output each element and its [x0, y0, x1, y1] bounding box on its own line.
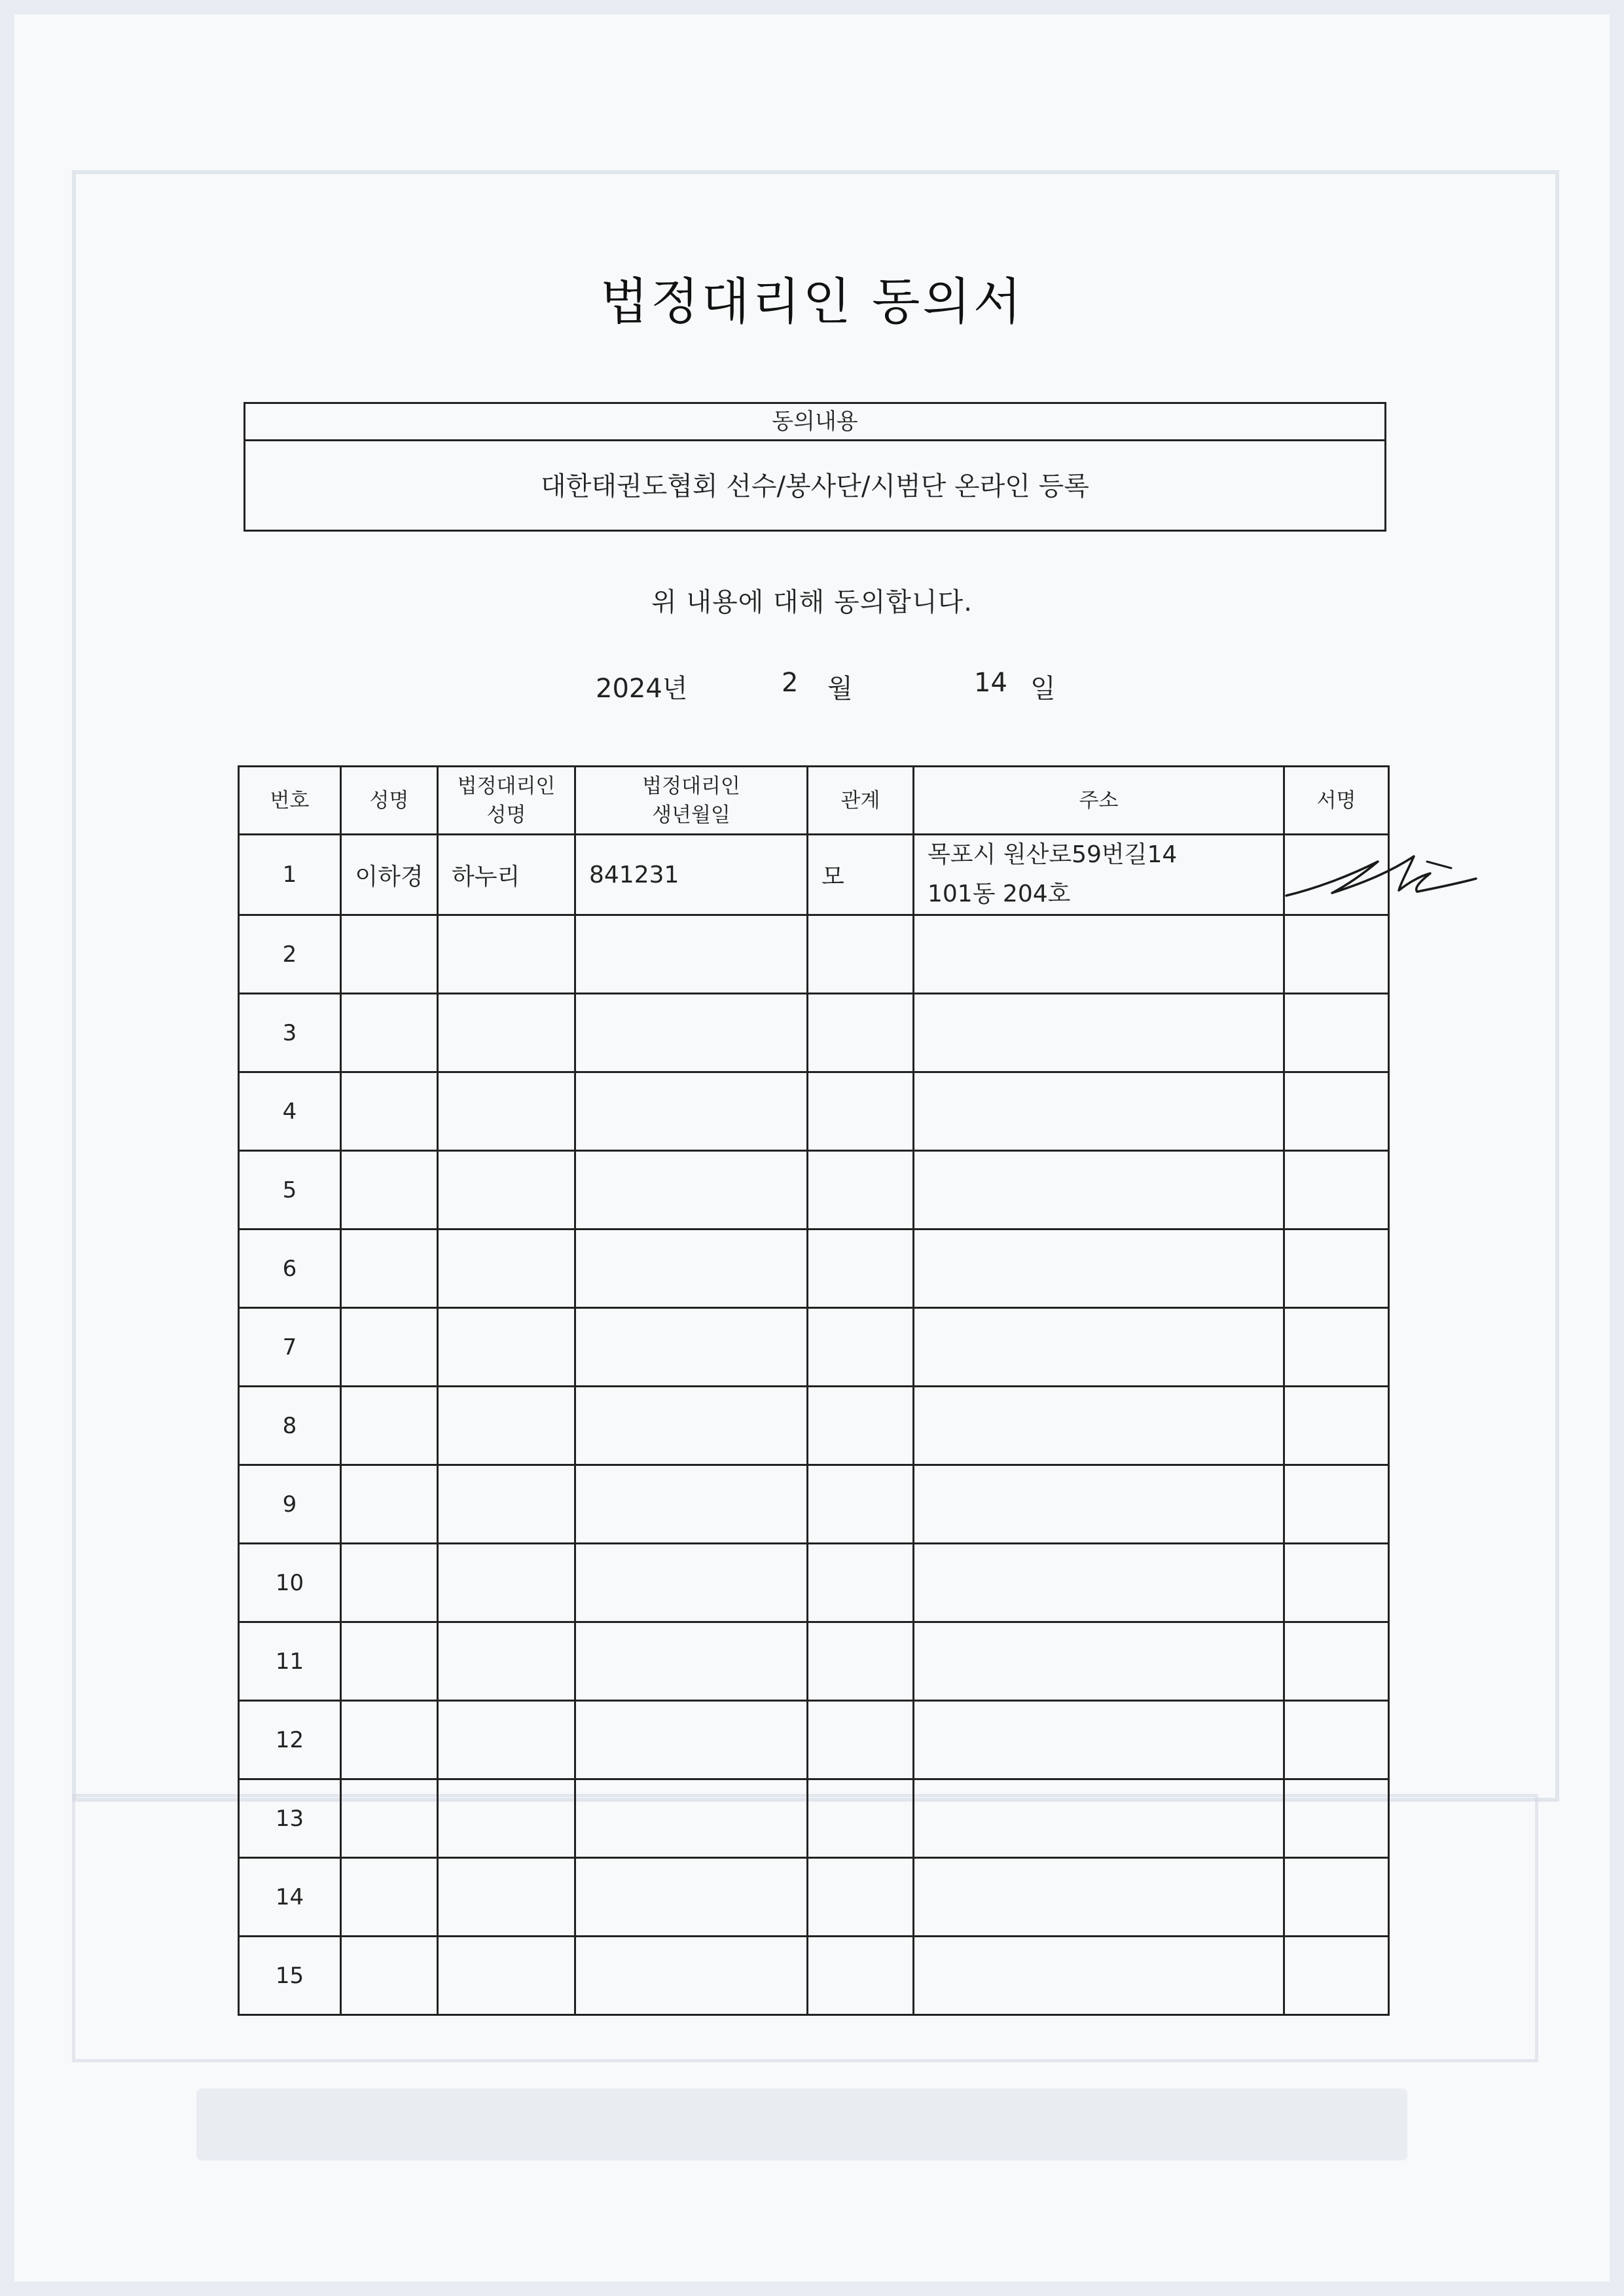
row-name	[341, 1230, 438, 1308]
row-number: 13	[239, 1779, 341, 1858]
document-title: 법정대리인 동의서	[600, 272, 1024, 331]
row-guardian-birth	[575, 1387, 808, 1465]
row-name	[341, 994, 438, 1072]
row-signature	[1284, 1544, 1389, 1622]
header-relation: 관계	[808, 767, 914, 835]
table-row	[239, 1308, 1389, 1387]
row-name	[341, 1151, 438, 1230]
consent-header: 동의내용	[245, 404, 1384, 441]
row-name	[341, 1937, 438, 2015]
table-row	[239, 915, 1389, 994]
table-row	[239, 1072, 1389, 1151]
table-row	[239, 1622, 1389, 1701]
row-signature	[1284, 1308, 1389, 1387]
row-signature	[1284, 1937, 1389, 2015]
row-number: 5	[239, 1151, 341, 1230]
row-number: 7	[239, 1308, 341, 1387]
row-guardian-name	[438, 1858, 575, 1937]
row-number: 9	[239, 1465, 341, 1544]
row-address	[914, 835, 1284, 915]
table-header-row	[239, 767, 1389, 835]
date-day: 14	[974, 668, 1007, 698]
row-address	[914, 1151, 1284, 1230]
address-line: 101동 204호	[928, 881, 1071, 907]
row-address	[914, 915, 1284, 994]
table-row	[239, 1230, 1389, 1308]
row-address	[914, 1858, 1284, 1937]
row-relation	[808, 915, 914, 994]
row-relation	[808, 994, 914, 1072]
row-relation	[808, 1151, 914, 1230]
row-name	[341, 1779, 438, 1858]
date-year: 2024년	[596, 674, 688, 704]
row-guardian-birth	[575, 1465, 808, 1544]
header-signature: 서명	[1284, 767, 1389, 835]
row-name	[341, 915, 438, 994]
row-guardian-birth	[575, 1230, 808, 1308]
row-relation	[808, 1937, 914, 2015]
row-signature	[1284, 1779, 1389, 1858]
row-signature	[1284, 994, 1389, 1072]
table-row	[239, 1387, 1389, 1465]
row-number: 1	[239, 835, 341, 915]
row-signature	[1284, 1858, 1389, 1937]
date-month: 2	[782, 668, 799, 698]
signature-mark	[1280, 842, 1483, 907]
row-signature	[1284, 1465, 1389, 1544]
row-name	[341, 1387, 438, 1465]
row-guardian-birth	[575, 1858, 808, 1937]
row-number: 15	[239, 1937, 341, 2015]
row-number: 10	[239, 1544, 341, 1622]
row-number: 11	[239, 1622, 341, 1701]
row-signature	[1284, 1701, 1389, 1779]
row-relation	[808, 1465, 914, 1544]
row-guardian-name	[438, 1779, 575, 1858]
row-guardian-birth	[575, 1544, 808, 1622]
row-name	[341, 1308, 438, 1387]
row-guardian-birth	[575, 994, 808, 1072]
table-row	[239, 1779, 1389, 1858]
row-signature	[1284, 1622, 1389, 1701]
row-relation	[808, 1308, 914, 1387]
row-guardian-birth	[575, 1937, 808, 2015]
row-number: 12	[239, 1701, 341, 1779]
row-address	[914, 1230, 1284, 1308]
row-name	[341, 1622, 438, 1701]
row-address	[914, 994, 1284, 1072]
row-address	[914, 1308, 1284, 1387]
row-guardian-name	[438, 1622, 575, 1701]
row-guardian-birth	[575, 1151, 808, 1230]
row-signature	[1284, 1072, 1389, 1151]
row-guardian-name	[438, 1072, 575, 1151]
row-name	[341, 1544, 438, 1622]
row-address	[914, 1779, 1284, 1858]
row-name	[341, 1858, 438, 1937]
row-signature	[1284, 1387, 1389, 1465]
guardian-table	[238, 765, 1390, 2016]
row-relation	[808, 1858, 914, 1937]
table-row	[239, 1701, 1389, 1779]
date-day-unit: 일	[1030, 674, 1056, 704]
row-guardian-name	[438, 1544, 575, 1622]
row-guardian-name	[438, 1387, 575, 1465]
row-address	[914, 1465, 1284, 1544]
row-name: 이하경	[341, 835, 438, 915]
row-guardian-name	[438, 1308, 575, 1387]
row-guardian-name	[438, 1465, 575, 1544]
agreement-statement: 위 내용에 대해 동의합니다.	[651, 587, 973, 617]
table-row	[239, 1151, 1389, 1230]
row-address	[914, 1937, 1284, 2015]
row-name	[341, 1465, 438, 1544]
row-guardian-birth	[575, 1779, 808, 1858]
row-guardian-birth	[575, 1308, 808, 1387]
row-number: 6	[239, 1230, 341, 1308]
row-number: 8	[239, 1387, 341, 1465]
row-address	[914, 1072, 1284, 1151]
row-guardian-name	[438, 1151, 575, 1230]
address-line: 목포시 원산로59번길14	[928, 841, 1178, 868]
table-row	[239, 1465, 1389, 1544]
header-guardian-name: 법정대리인 성명	[438, 767, 575, 835]
table-row	[239, 1544, 1389, 1622]
row-guardian-birth	[575, 1072, 808, 1151]
bleed-through-banner	[196, 2088, 1407, 2160]
row-number: 14	[239, 1858, 341, 1937]
row-name	[341, 1072, 438, 1151]
table-row	[239, 835, 1389, 915]
row-guardian-birth: 841231	[575, 835, 808, 915]
row-guardian-birth	[575, 915, 808, 994]
table-row	[239, 994, 1389, 1072]
row-relation	[808, 1701, 914, 1779]
row-relation	[808, 1544, 914, 1622]
row-guardian-name	[438, 1701, 575, 1779]
row-relation	[808, 1072, 914, 1151]
row-guardian-name	[438, 1937, 575, 2015]
row-signature	[1284, 1230, 1389, 1308]
row-signature	[1284, 1151, 1389, 1230]
row-address	[914, 1701, 1284, 1779]
row-guardian-name	[438, 994, 575, 1072]
row-relation: 모	[808, 835, 914, 915]
row-guardian-birth	[575, 1701, 808, 1779]
row-signature	[1284, 915, 1389, 994]
row-guardian-name	[438, 1230, 575, 1308]
row-relation	[808, 1779, 914, 1858]
row-relation	[808, 1622, 914, 1701]
date-month-unit: 월	[827, 674, 853, 704]
header-name: 성명	[341, 767, 438, 835]
consent-box	[244, 402, 1386, 532]
row-address	[914, 1622, 1284, 1701]
row-guardian-name	[438, 915, 575, 994]
header-guardian-birth: 법정대리인 생년월일	[575, 767, 808, 835]
row-relation	[808, 1230, 914, 1308]
row-guardian-birth	[575, 1622, 808, 1701]
row-number: 2	[239, 915, 341, 994]
header-no: 번호	[239, 767, 341, 835]
row-number: 4	[239, 1072, 341, 1151]
table-row	[239, 1937, 1389, 2015]
row-name	[341, 1701, 438, 1779]
row-address	[914, 1387, 1284, 1465]
row-guardian-name: 하누리	[438, 835, 575, 915]
consent-text: 대한태권도협회 선수/봉사단/시범단 온라인 등록	[541, 471, 1089, 501]
table-row	[239, 1858, 1389, 1937]
row-address	[914, 1544, 1284, 1622]
row-relation	[808, 1387, 914, 1465]
row-number: 3	[239, 994, 341, 1072]
header-address: 주소	[914, 767, 1284, 835]
